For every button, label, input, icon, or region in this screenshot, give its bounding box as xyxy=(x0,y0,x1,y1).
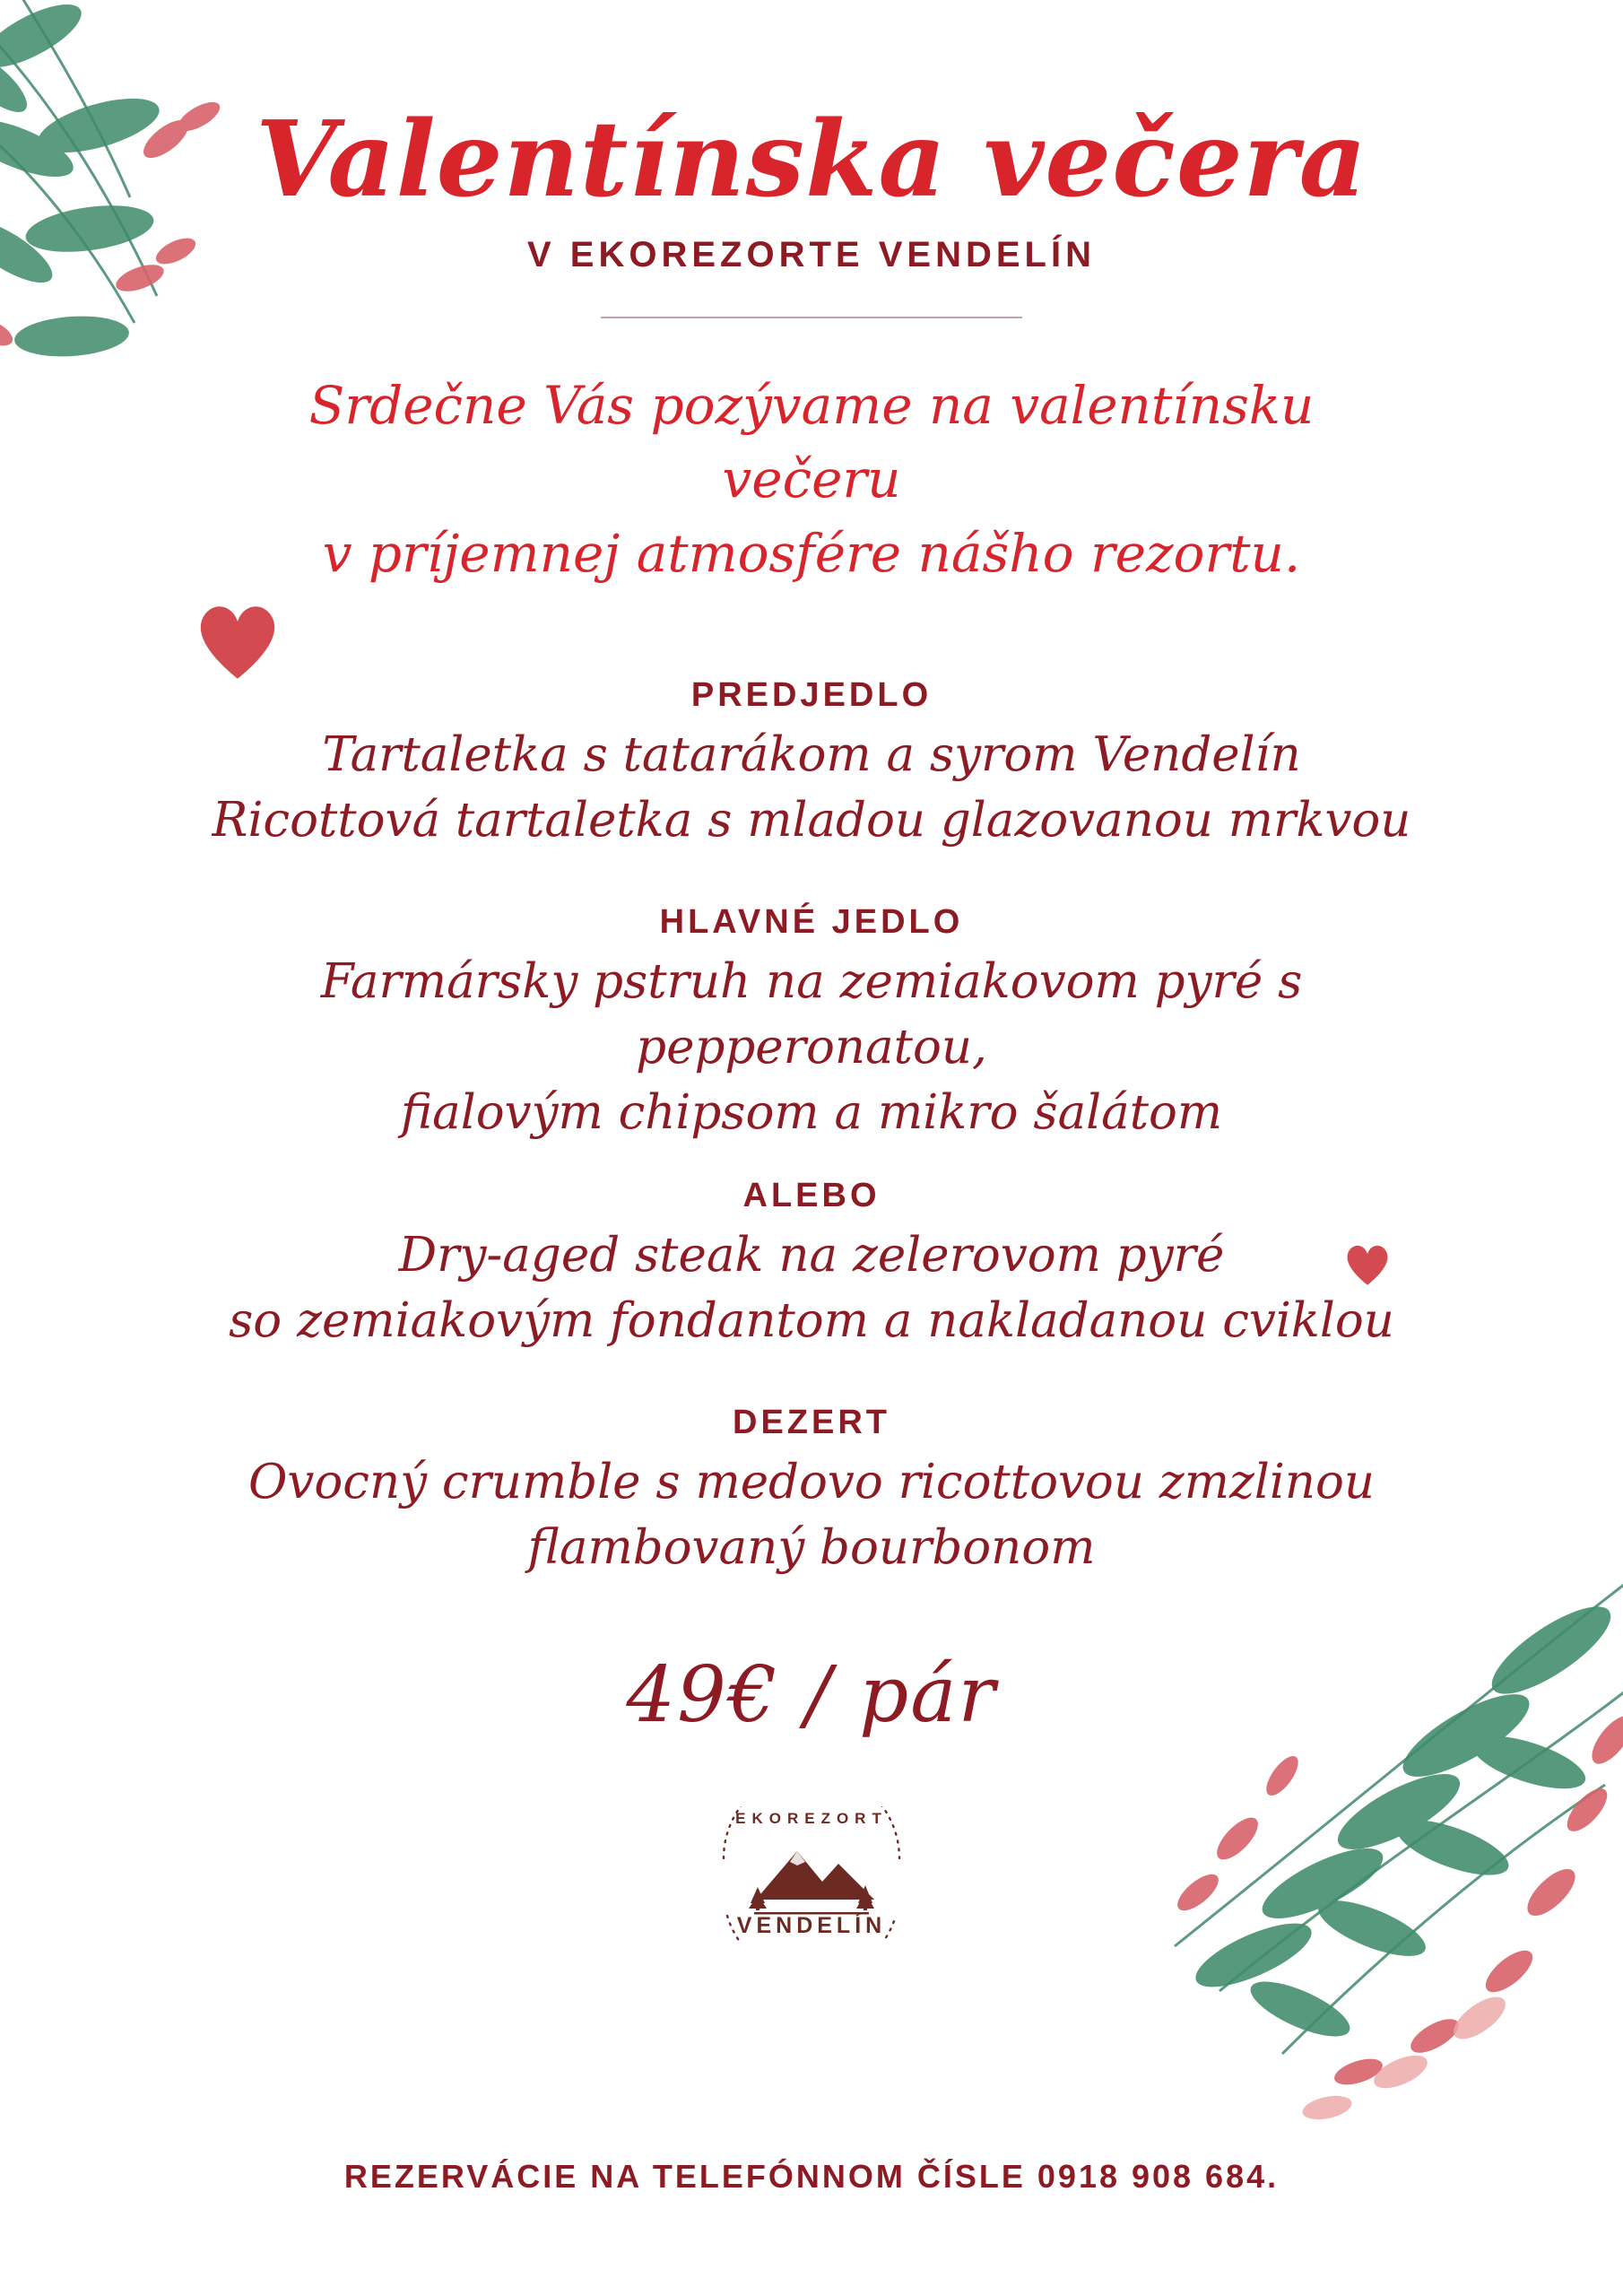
course-description xyxy=(161,949,1462,1145)
course-dezert xyxy=(161,1404,1462,1580)
invitation-line-1: Srdečne Vás pozývame na valentínsku večeru xyxy=(308,374,1315,510)
course-hlavne-jedlo xyxy=(161,903,1462,1353)
divider xyxy=(601,317,1022,318)
course-description xyxy=(161,1449,1462,1580)
course-alternative-description xyxy=(161,1222,1462,1353)
course-line: fialovým chipsom a mikro šalátom xyxy=(400,1085,1223,1141)
course-line: Ricottová tartaletka s mladou glazovanou mrkvou xyxy=(212,793,1411,848)
invitation-text xyxy=(220,369,1403,590)
price-text: 49€ / pár xyxy=(626,1650,997,1740)
logo-wrapper xyxy=(161,1806,1462,1941)
course-alternative-label: ALEBO xyxy=(742,1176,881,1214)
invitation-line-2: v príjemnej atmosfére nášho rezortu. xyxy=(322,522,1301,584)
course-line: so zemiakovým fondantom a nakladanou cviklou xyxy=(229,1292,1394,1348)
course-line: Ovocný crumble s medovo ricottovou zmzlinou xyxy=(247,1454,1375,1509)
course-line: Dry-aged steak na zelerovom pyré xyxy=(398,1227,1225,1283)
logo-top-text: EKOREZORT xyxy=(735,1810,888,1827)
page-subtitle: V EKOREZORTE VENDELÍN xyxy=(527,234,1096,274)
course-list xyxy=(161,676,1462,1580)
course-line: Tartaletka s tatarákom a syrom Vendelín xyxy=(322,726,1301,782)
reservation-footer: REZERVÁCIE NA TELEFÓNNOM ČÍSLE 0918 908 684. xyxy=(343,2158,1280,2195)
course-predjedlo xyxy=(161,676,1462,853)
course-line: flambovaný bourbonom xyxy=(527,1519,1096,1575)
logo-bottom-text: VENDELÍN xyxy=(736,1913,887,1938)
course-label: PREDJEDLO xyxy=(690,675,933,714)
course-line: Farmársky pstruh na zemiakovom pyré s pepperonatou, xyxy=(320,954,1303,1075)
ekorezort-vendelin-logo xyxy=(704,1806,919,1941)
page-title: Valentínska večera xyxy=(256,99,1367,221)
course-description xyxy=(161,722,1462,853)
course-label: DEZERT xyxy=(733,1403,890,1441)
course-label: HLAVNÉ JEDLO xyxy=(659,903,964,942)
